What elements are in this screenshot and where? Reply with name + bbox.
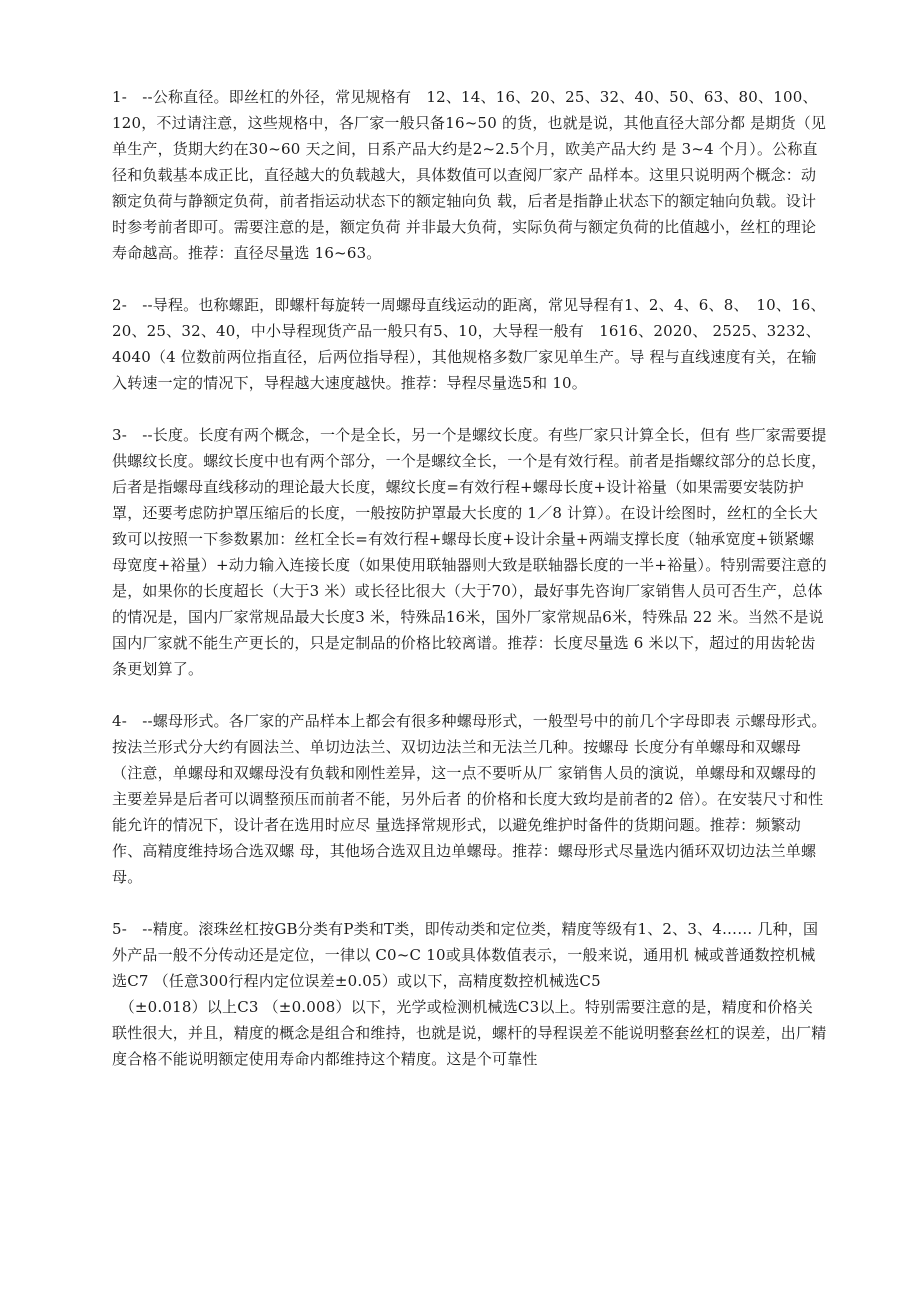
paragraph-nominal-diameter: 1- --公称直径。即丝杠的外径，常见规格有 12、14、16、20、25、32、40、50、63、80、100、 120，不过请注意，这些规格中，各厂家一般只备16~50 的货，也就是说，其他直径大部分都 是期货（见单生产，货期大约在30~60 天之间，日系产品大约是2~2.5个月，欧美产品大约 是 3~4 个月）。公称直径和负载基本成正比，直径越大的负载越大，具体数值可以查阅厂家产 品样本。这里只说明两个概念：动额定负荷与静额定负荷，前者指运动状态下的额定轴向负 载，后者是指静止状态下的额定轴向负载。设计时参考前者即可。需要注意的是，额定负荷 并非最大负荷，实际负荷与额定负荷的比值越小，丝杠的理论寿命越高。推荐：直径尽量选 16~63。: [112, 88, 827, 262]
document-body: [112, 84, 828, 1072]
paragraph-length: 3- --长度。长度有两个概念，一个是全长，另一个是螺纹长度。有些厂家只计算全长，但有 些厂家需要提供螺纹长度。螺纹长度中也有两个部分，一个是螺纹全长，一个是有效行程。前者是指螺纹部分的总长度，后者是指螺母直线移动的理论最大长度，螺纹长度=有效行程+螺母长度+设计裕量（如果需要安装防护罩，还要考虑防护罩压缩后的长度，一般按防护罩最大长度的 1／8 计算）。在设计绘图时，丝杠的全长大致可以按照一下参数累加：丝杠全长=有效行程+螺母长度+设计余量+两端支撑长度（轴承宽度+锁紧螺母宽度+裕量）+动力输入连接长度（如果使用联轴器则大致是联轴器长度的一半+裕量）。特别需要注意的是，如果你的长度超长（大于3 米）或长径比很大（大于70），最好事先咨询厂家销售人员可否生产，总体的情况是，国内厂家常规品最大长度3 米，特殊品16米，国外厂家常规品6米，特殊品 22 米。当然不是说国内厂家就不能生产更长的，只是定制品的价格比较离谱。推荐：长度尽量选 6 米以下，超过的用齿轮齿条更划算了。: [112, 426, 827, 678]
paragraph-lead: 2- --导程。也称螺距，即螺杆每旋转一周螺母直线运动的距离，常见导程有1、2、4、6、8、 10、16、20、25、32、40，中小导程现货产品一般只有5、10，大导程一般有 1616、2020、 2525、3232、4040（4 位数前两位指直径，后两位指导程），其他规格多数厂家见单生产。导 程与直线速度有关，在输入转速一定的情况下，导程越大速度越快。推荐：导程尽量选5和 10。: [112, 296, 826, 392]
paragraph-precision: 5- --精度。滚珠丝杠按GB分类有P类和T类，即传动类和定位类，精度等级有1、2、3、4…… 几种，国外产品一般不分传动还是定位，一律以 C0~C 10或具体数值表示，一般来说，通用机 械或普通数控机械选C7 （任意300行程内定位误差±0.05）或以下，高精度数控机械选C5 （±0.018）以上C3 （±0.008）以下，光学或检测机械选C3以上。特别需要注意的是，精度和价格关联性很大，并且，精度的概念是组合和维持，也就是说，螺杆的导程误差不能说明整套丝杠的误差，出厂精度合格不能说明额定使用寿命内都维持这个精度。这是个可靠性: [112, 920, 827, 1068]
paragraph-nut-type: 4- --螺母形式。各厂家的产品样本上都会有很多种螺母形式，一般型号中的前几个字母即表 示螺母形式。按法兰形式分大约有圆法兰、单切边法兰、双切边法兰和无法兰几种。按螺母 长度分有单螺母和双螺母（注意，单螺母和双螺母没有负载和刚性差异，这一点不要听从厂 家销售人员的演说，单螺母和双螺母的主要差异是后者可以调整预压而前者不能，另外后者 的价格和长度大致均是前者的2 倍）。在安装尺寸和性能允许的情况下，设计者在选用时应尽 量选择常规形式，以避免维护时备件的货期问题。推荐：频繁动作、高精度维持场合选双螺 母，其他场合选双且边单螺母。推荐：螺母形式尽量选内循环双切边法兰单螺母。: [112, 712, 827, 886]
